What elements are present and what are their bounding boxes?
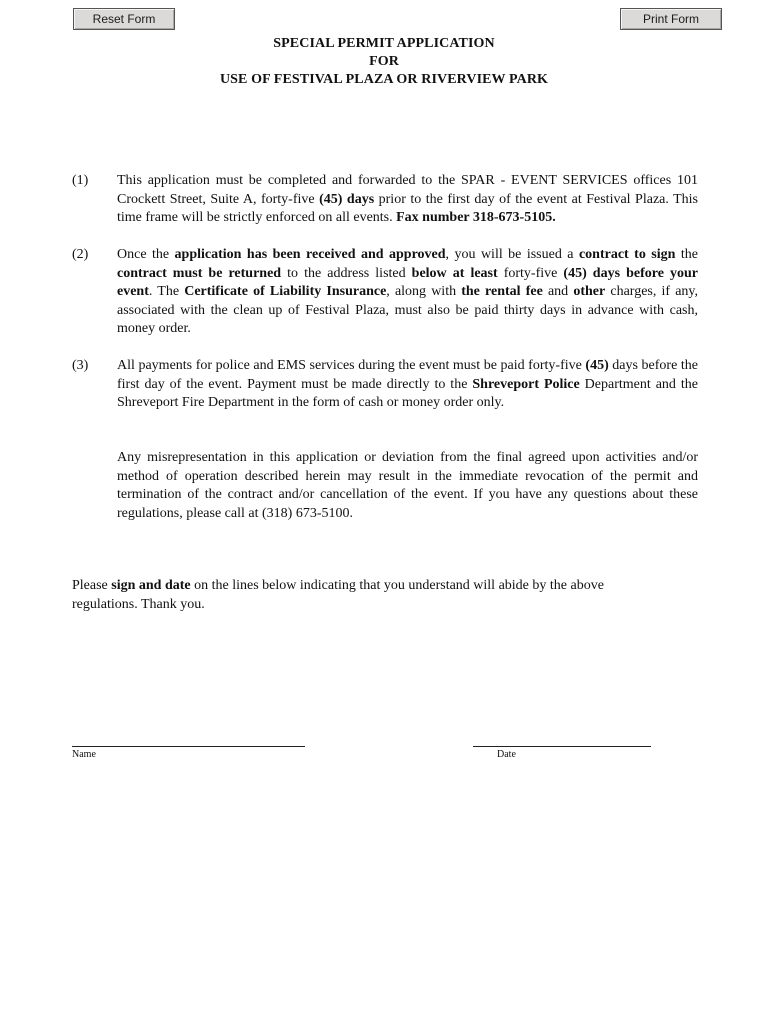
print-form-button[interactable]: Print Form [620, 8, 722, 30]
item-2-segment: to the address listed [281, 265, 412, 281]
date-signature-line[interactable] [473, 746, 651, 747]
item-2-segment: forty-five [497, 265, 564, 281]
sign-request-paragraph [72, 576, 672, 614]
name-signature-line[interactable] [72, 746, 305, 747]
item-2-segment: the [675, 247, 698, 262]
item-2-segment: , you will be issued a [445, 247, 579, 262]
item-3-segment: Shreveport Police [472, 376, 580, 392]
item-3-text [117, 357, 698, 413]
item-2-segment: other [573, 284, 606, 300]
date-label: Date [497, 749, 516, 760]
reset-form-button[interactable]: Reset Form [73, 8, 175, 30]
item-2-segment: and [542, 284, 574, 300]
item-2-segment: contract must be returned [117, 265, 282, 281]
name-label: Name [72, 749, 96, 760]
item-1-segment: This application must be completed and forwarded to the SPAR - EVENT SERVICES offices 101 Crockett Street, Suite A, forty-five [117, 173, 698, 207]
item-2-segment: Certificate of Liability Insurance [184, 284, 387, 300]
item-3-number: (3) [72, 358, 89, 373]
item-3-segment: All payments for police and EMS services during the event must be paid forty-five [117, 358, 586, 373]
item-2-segment: . The [148, 284, 185, 300]
item-2-segment: the rental fee [461, 284, 543, 300]
sign-request-text: Please [72, 578, 112, 593]
item-1-segment: (45) days [319, 191, 375, 207]
title-line-1: SPECIAL PERMIT APPLICATION [273, 36, 495, 51]
item-3-segment: Department and the Shreveport Fire Department in the form of cash or money order only. [117, 376, 698, 411]
sign-request-text: on the lines below indicating that you understand will abide by the above regulations. Thank you. [72, 578, 604, 612]
item-1-segment: prior to the first day of the event at Festival Plaza. This time frame will be strictly enforced on all events. [117, 191, 699, 226]
item-2-segment: contract to sign [578, 247, 676, 262]
item-2-segment: Once the [117, 247, 175, 262]
item-3-segment: (45) [585, 358, 609, 373]
item-3-segment: days before the first day of the event. Payment must be made directly to the [117, 358, 698, 392]
item-2-number: (2) [72, 247, 89, 262]
item-2-segment: application has been received and approved [174, 247, 446, 262]
title-line-3: USE OF FESTIVAL PLAZA OR RIVERVIEW PARK [219, 72, 549, 87]
item-2-segment: below at least [411, 265, 498, 281]
item-2-segment: (45) days before your event [117, 265, 698, 300]
item-2-segment: charges, if any, associated with the clean up of Festival Plaza, must also be paid thirty days in advance with cash, money order. [117, 284, 699, 337]
sign-request-emphasis: sign and date [111, 578, 191, 593]
disclaimer-paragraph: Any misrepresentation in this application or deviation from the final agreed upon activities and/or method of operation described herein may result in the immediate revocation of the permit and termination of the contract and/or cancellation of the event. If you have any questions about these regulations, please call at (318) 673-5100. [117, 450, 698, 521]
item-2-text [117, 246, 698, 339]
document-title [0, 35, 768, 89]
item-1-number: (1) [72, 173, 89, 188]
title-line-2: FOR [369, 54, 399, 69]
item-2-segment: , along with [386, 284, 462, 300]
item-1-text [117, 172, 698, 228]
item-1-segment: Fax number 318-673-5105. [396, 210, 556, 226]
